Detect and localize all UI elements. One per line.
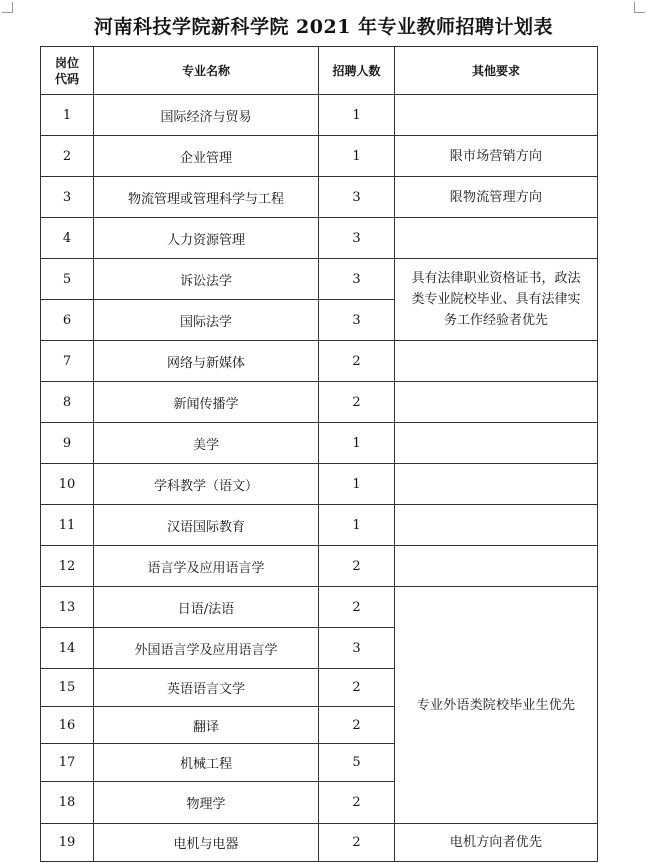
header-position-code (41, 47, 94, 95)
table-row (41, 341, 598, 382)
requirements-cell (395, 95, 598, 136)
recruit-count-cell: 2 (319, 382, 395, 423)
recruit-count-cell: 5 (319, 744, 395, 782)
table-row (41, 505, 598, 546)
requirements-cell-merged-law (395, 259, 598, 341)
requirements-cell (395, 218, 598, 259)
position-code-cell: 6 (41, 300, 94, 341)
major-name-cell: 物流管理或管理科学与工程 (94, 177, 319, 218)
major-name-cell: 新闻传播学 (94, 382, 319, 423)
major-name-cell: 机械工程 (94, 744, 319, 782)
recruitment-plan-table (40, 46, 598, 862)
recruit-count-cell: 1 (319, 95, 395, 136)
major-name-cell: 日语/法语 (94, 587, 319, 628)
header-recruit-count: 招聘人数 (319, 47, 395, 95)
position-code-cell: 8 (41, 382, 94, 423)
recruit-count-cell: 3 (319, 300, 395, 341)
recruit-count-cell: 2 (319, 824, 395, 862)
position-code-cell: 5 (41, 259, 94, 300)
position-code-cell: 19 (41, 824, 94, 862)
position-code-cell: 2 (41, 136, 94, 177)
header-position-code-line1: 岗位 (54, 55, 79, 70)
recruit-count-cell: 2 (319, 587, 395, 628)
position-code-cell: 17 (41, 744, 94, 782)
major-name-cell: 外国语言学及应用语言学 (94, 628, 319, 669)
table-row (41, 824, 598, 862)
major-name-cell: 英语语言文学 (94, 669, 319, 707)
table-row (41, 259, 598, 300)
recruit-count-cell: 3 (319, 177, 395, 218)
major-name-cell: 翻译 (94, 707, 319, 744)
major-name-cell: 诉讼法学 (94, 259, 319, 300)
major-name-cell: 物理学 (94, 782, 319, 824)
requirements-cell: 限市场营销方向 (395, 136, 598, 177)
header-other-requirements: 其他要求 (395, 47, 598, 95)
recruit-count-cell: 2 (319, 669, 395, 707)
table-row (41, 218, 598, 259)
requirements-cell (395, 341, 598, 382)
recruit-count-cell: 1 (319, 136, 395, 177)
position-code-cell: 15 (41, 669, 94, 707)
major-name-cell: 国际法学 (94, 300, 319, 341)
table-row (41, 546, 598, 587)
position-code-cell: 13 (41, 587, 94, 628)
table-row (41, 382, 598, 423)
requirements-cell: 电机方向者优先 (395, 824, 598, 862)
requirements-cell-merged-foreign-language: 专业外语类院校毕业生优先 (395, 587, 598, 824)
header-major-name: 专业名称 (94, 47, 319, 95)
major-name-cell: 人力资源管理 (94, 218, 319, 259)
position-code-cell: 3 (41, 177, 94, 218)
requirements-law-line1: 具有法律职业资格证书，政法 (411, 271, 581, 286)
requirements-cell (395, 505, 598, 546)
major-name-cell: 企业管理 (94, 136, 319, 177)
requirements-cell (395, 423, 598, 464)
table-row (41, 587, 598, 628)
recruit-count-cell: 2 (319, 707, 395, 744)
requirements-cell (395, 464, 598, 505)
table-row (41, 177, 598, 218)
position-code-cell: 7 (41, 341, 94, 382)
major-name-cell: 学科教学（语文） (94, 464, 319, 505)
position-code-cell: 11 (41, 505, 94, 546)
table-row (41, 423, 598, 464)
requirements-law-line3: 务工作经验者优先 (443, 313, 548, 328)
recruit-count-cell: 1 (319, 505, 395, 546)
recruit-count-cell: 2 (319, 341, 395, 382)
recruit-count-cell: 3 (319, 259, 395, 300)
table-row (41, 464, 598, 505)
requirements-cell (395, 382, 598, 423)
table-row (41, 136, 598, 177)
major-name-cell: 网络与新媒体 (94, 341, 319, 382)
requirements-law-line2: 类专业院校毕业、具有法律实 (411, 292, 581, 307)
requirements-cell (395, 546, 598, 587)
recruit-count-cell: 2 (319, 782, 395, 824)
table-row (41, 95, 598, 136)
major-name-cell: 国际经济与贸易 (94, 95, 319, 136)
major-name-cell: 语言学及应用语言学 (94, 546, 319, 587)
position-code-cell: 18 (41, 782, 94, 824)
recruit-count-cell: 3 (319, 218, 395, 259)
requirements-cell: 限物流管理方向 (395, 177, 598, 218)
position-code-cell: 14 (41, 628, 94, 669)
recruit-count-cell: 2 (319, 546, 395, 587)
table-header-row (41, 47, 598, 95)
recruit-count-cell: 1 (319, 464, 395, 505)
header-position-code-line2: 代码 (54, 71, 79, 86)
position-code-cell: 16 (41, 707, 94, 744)
recruit-count-cell: 1 (319, 423, 395, 464)
major-name-cell: 电机与电器 (94, 824, 319, 862)
position-code-cell: 1 (41, 95, 94, 136)
document-title: 河南科技学院新科学院 2021 年专业教师招聘计划表 (93, 16, 554, 38)
position-code-cell: 12 (41, 546, 94, 587)
position-code-cell: 10 (41, 464, 94, 505)
recruit-count-cell: 3 (319, 628, 395, 669)
position-code-cell: 9 (41, 423, 94, 464)
position-code-cell: 4 (41, 218, 94, 259)
major-name-cell: 美学 (94, 423, 319, 464)
major-name-cell: 汉语国际教育 (94, 505, 319, 546)
